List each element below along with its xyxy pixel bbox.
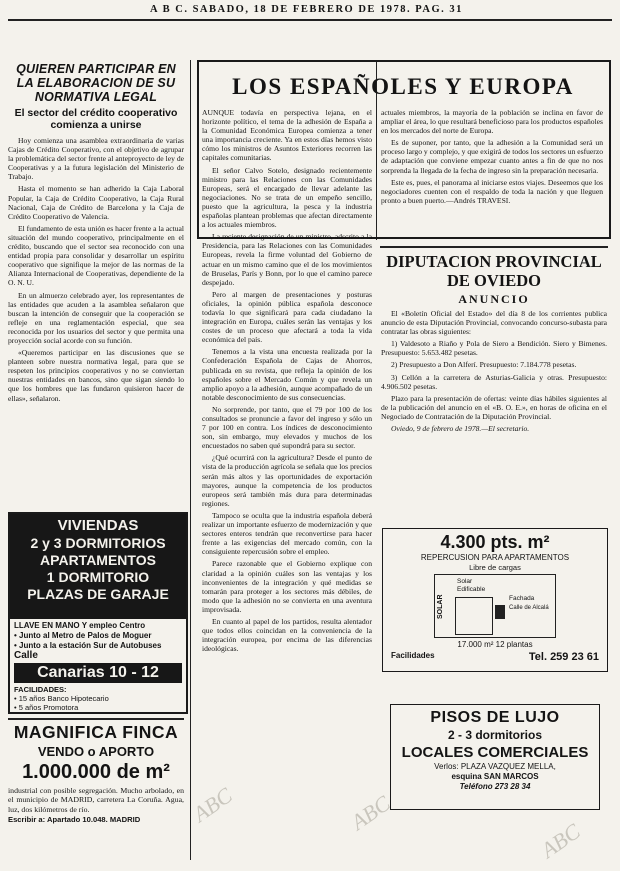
ad-pisos-line3: LOCALES COMERCIALES bbox=[401, 744, 589, 761]
column-divider-left bbox=[190, 60, 191, 860]
header-rule bbox=[8, 19, 612, 21]
center-article-paragraph: Este es, pues, el panorama al iniciarse estos viajes. Deseemos que los negociadores cuenten con el respaldo de toda la nación y que lleguen pronto a buen puerto.—Andrés TRAVESI. bbox=[381, 177, 603, 205]
ad-viviendas-info bbox=[14, 712, 182, 714]
ad-viviendas-line1: VIVIENDAS bbox=[57, 517, 139, 534]
center-article-paragraph: ¿Qué ocurrirá con la agricultura? Desde el punto de vista de la producción agrícola se señala que los precios serán más altos y las oportunidades de exportación mayores, aunque la competencia de los productos europeos será también más dura para determinadas regiones. bbox=[202, 453, 372, 508]
ad-viviendas bbox=[8, 512, 188, 714]
diputacion-top-rule bbox=[380, 246, 608, 248]
center-article-paragraph: Es de suponer, por tanto, que la adhesión a la Comunidad será un proceso largo y complejo, y que exigirá de todos los sectores un esfuerzo de adaptación que conviene empezar cuanto antes a fin de que no nos sorprenda la llegada de la fecha de ingreso sin la preparación necesaria. bbox=[381, 138, 603, 175]
center-article-paragraph: El señor Calvo Sotelo, designado recientemente ministro para las Relaciones con las Comunidades Europeas, será el encargado de llevar adelante las negociaciones. No se trata de un empeño sencillo, puesto que la agricultura, la pesca y la industria españolas plantean problemas que afectan directamente a los actuales miembros. bbox=[202, 165, 372, 230]
diputacion-notice bbox=[381, 252, 607, 522]
ad-repercusion-phone: Tel. 259 23 61 bbox=[528, 651, 599, 663]
center-article-paragraph: Tampoco se oculta que la industria española deberá realizar un importante esfuerzo de modernización y que sectores enteros tendrán que reconvertirse para hacer frente a las exigencias del mercado común, con la consiguiente repercusión sobre el empleo. bbox=[202, 510, 372, 557]
ad-finca-title: MAGNIFICA FINCA bbox=[13, 722, 179, 742]
ad-viviendas-line5: PLAZAS DE GARAJE bbox=[27, 586, 169, 602]
watermark-abc: ABC bbox=[536, 818, 585, 863]
diputacion-paragraph: 3) Cellón a la carretera de Asturias-Galicia y otras. Presupuesto: 4.906.502 pesetas. bbox=[381, 372, 607, 391]
finca-top-rule bbox=[8, 718, 184, 720]
ad-pisos-line5: esquina SAN MARCOS bbox=[451, 772, 539, 781]
ad-pisos-title: PISOS DE LUJO bbox=[430, 709, 560, 726]
ad-finca-line2: VENDO o APORTO bbox=[37, 744, 155, 759]
watermark-abc: ABC bbox=[346, 790, 395, 835]
ad-pisos-phone: Teléfono 273 28 34 bbox=[459, 782, 531, 791]
diputacion-subtitle: ANUNCIO bbox=[458, 292, 530, 306]
ad-finca-body: industrial con posible segregación. Mucho arbolado, en el municipio de MADRID, carretera La Coruña. Agua, luz, dos kilómetros de río. bbox=[8, 786, 184, 814]
ad-viviendas-fac: • 5 años Promotora bbox=[14, 703, 79, 712]
ad-viviendas-line2: 2 y 3 DORMITORIOS bbox=[30, 535, 166, 551]
left-article-paragraph: Hasta el momento se han adherido la Caja Laboral Popular, la Caja de Crédito Cooperativo, la Caja Rural Nacional, Caja de Crédito de Barcelona y la Caja de Crédito Cooperativo de Valencia. bbox=[8, 184, 184, 221]
plan-label-fachada: Fachada bbox=[509, 595, 535, 602]
center-article-col1 bbox=[202, 108, 372, 860]
plan-label-edificable: Edificable bbox=[457, 586, 486, 593]
left-article-body bbox=[8, 136, 184, 403]
left-article-paragraph: Hoy comienza una asamblea extraordinaria de varias Cajas de Crédito Cooperativo, con el objetivo de agrupar la problemática del sector frente al anteproyecto de ley de Cooperativas y a la futura legislación del Ministerio de Trabajo. bbox=[8, 136, 184, 182]
ad-viviendas-line4: 1 DORMITORIO bbox=[46, 569, 150, 585]
ad-viviendas-keys: LLAVE EN MANO Y empleo Centro bbox=[14, 621, 146, 630]
ad-viviendas-address: Canarias 10 - 12 bbox=[14, 663, 182, 683]
diputacion-paragraph: El «Boletín Oficial del Estado» del día 8 de los corrientes publica anuncio de esta Diputación Provincial, convocando concurso-subasta para contratar las obras siguientes: bbox=[381, 309, 607, 337]
ad-repercusion-line1: REPERCUSION PARA APARTAMENTOS bbox=[420, 553, 570, 562]
plan-label-solar-vertical: SOLAR bbox=[437, 594, 444, 619]
ad-repercusion-plan bbox=[434, 574, 556, 638]
center-article-paragraph: No sorprende, por tanto, que el 79 por 100 de los consultados se pronuncie a favor del ingreso y sólo un 7 por 100 en contra. Los índices de desconocimiento son, sin embargo, muy elevados y muchos de los encuestados no saben qué supondrá para su sector. bbox=[202, 404, 372, 451]
ad-repercusion bbox=[382, 528, 608, 672]
plan-label-solar: Solar bbox=[457, 578, 473, 585]
plan-label-calle: Calle de Alcalá bbox=[509, 605, 549, 611]
center-article-paragraph: En cuanto al papel de los partidos, resulta alentador que todos ellos coincidan en la conveniencia de la integración europea, por encima de las diferencias ideológicas. bbox=[202, 616, 372, 654]
ad-viviendas-bullet: • Junto a la estación Sur de Autobuses bbox=[14, 641, 162, 650]
ad-viviendas-banner bbox=[10, 514, 186, 619]
center-article-headline: LOS ESPAÑOLES Y EUROPA bbox=[232, 74, 574, 99]
diputacion-paragraph: Oviedo, 9 de febrero de 1978.—El secretario. bbox=[391, 424, 530, 434]
plan-hatched-lot bbox=[495, 605, 505, 619]
ad-repercusion-price: 4.300 pts. m² bbox=[440, 532, 550, 552]
ad-finca-price: 1.000.000 de m² bbox=[22, 761, 170, 783]
left-article-subhead: El sector del crédito cooperativo comienza a unirse bbox=[14, 107, 178, 131]
ad-repercusion-contact-label: Facilidades bbox=[391, 651, 435, 660]
center-article-paragraph: Pero al margen de presentaciones y posturas oficiales, la opinión pública española desconoce todavía lo que significará para cada ciudadano la integración en Europa, cuáles serán las ventajas y los costes de un proceso que afectará a toda la vida económica del país. bbox=[202, 289, 372, 345]
ad-viviendas-facilidades: FACILIDADES: bbox=[14, 685, 67, 694]
ad-repercusion-detail: 17.000 m² 12 plantas bbox=[457, 640, 533, 649]
left-article-headline: QUIEREN PARTICIPAR EN LA ELABORACION DE SU NORMATIVA LEGAL bbox=[16, 62, 176, 104]
ad-pisos bbox=[390, 704, 600, 810]
center-article-col2 bbox=[381, 108, 603, 232]
ad-finca bbox=[8, 722, 184, 862]
center-article-paragraph: AUNQUE todavía en perspectiva lejana, en el horizonte político, el tema de la adhesión de España a la Comunidad Económica Europea comienza a tener una importancia creciente. Ya en estos días hemos visto cómo los ministros de Asuntos Exteriores recorren las capitales comunitarias. bbox=[202, 108, 372, 163]
center-article-paragraph: Tenemos a la vista una encuesta realizada por la Confederación Española de Cajas de Ahorros, publicada en su revista, que refleja la opinión de los españoles sobre el Mercado Común y que revela un amplio apoyo a la adhesión, aunque acompañado de un notable desconocimiento de sus consecuencias. bbox=[202, 347, 372, 402]
ad-pisos-line2: 2 - 3 dormitorios bbox=[447, 728, 542, 742]
diputacion-paragraph: 1) Valdesoto a Riaño y Pola de Siero a Bendición. Siero y Bimenes. Presupuesto: 5.653.482 pesetas. bbox=[381, 339, 607, 358]
center-article-paragraph: Parece razonable que el Gobierno explique con claridad a la opinión cuáles son las ventajas y los inconvenientes de la integración y qué medidas se tomarán para proteger a los sectores más débiles, de modo que la adhesión no se convierta en una aventura improvisada. bbox=[202, 559, 372, 614]
page-header: A B C. SABADO, 18 DE FEBRERO DE 1978. PAG. 31 bbox=[150, 4, 463, 15]
ad-viviendas-line3: APARTAMENTOS bbox=[40, 552, 156, 568]
center-article-paragraph: La reciente designación de un ministro, adscrito a la Presidencia, para las Relaciones con las Comunidades Europeas, revela la firme voluntad del Gobierno de actuar en un mismo camino que el de los movimientos de Bruselas, París y Bonn, por lo que el camino parece despejado. bbox=[202, 232, 372, 287]
ad-viviendas-fac: • 15 años Banco Hipotecario bbox=[14, 694, 109, 703]
left-article bbox=[8, 62, 184, 482]
center-article-paragraph: actuales miembros, la mayoría de la población se inclina en favor de ampliar el área, lo que resultará beneficioso para los productos españoles en los mercados del norte de Europa. bbox=[381, 108, 603, 136]
diputacion-paragraph: Plazo para la presentación de ofertas: veinte días hábiles siguientes al de la publicación del anuncio en el «B. O. E.», en horas de oficina en el Negociado de Contratación de la Diputación Provincial. bbox=[381, 393, 607, 421]
left-article-paragraph: El fundamento de esta unión es hacer frente a la actual situación del mundo cooperativo, principalmente en el crédito, buscando que el sector sea reconocido con una entidad propia para consolidar y desarrollar un espíritu cooperativo que signifique la mejor de las normas de la Alianza Internacional de Cooperativas, dependiente de la O. N. U. bbox=[8, 223, 184, 288]
ad-pisos-line4: Verlos: PLAZA VAZQUEZ MELLA, bbox=[434, 762, 556, 771]
watermark-abc: ABC bbox=[188, 782, 237, 827]
left-article-paragraph: «Queremos participar en las discusiones que se planteen sobre nuestra normativa legal, para que se respeten los principios cooperativos y no se conviertan nuestras entidades en bancos, sino que sigan siendo lo que los hombres que las fundaron quisieron hacer de ellas», señalaron. bbox=[8, 348, 184, 403]
ad-viviendas-calle: Calle bbox=[14, 650, 38, 661]
left-article-paragraph: En un almuerzo celebrado ayer, los representantes de las entidades que acuden a la asamblea señalaron que buscan la intención de conseguir que la cooperación se refleje en una reglamentación especial, que sea reconocida por los usuarios del sector y que permita una proyección social acorde con su función. bbox=[8, 290, 184, 345]
ad-repercusion-line2: Libre de cargas bbox=[469, 563, 521, 572]
plan-inner-block bbox=[455, 597, 493, 635]
ad-viviendas-bullet: • Junto al Metro de Palos de Moguer bbox=[14, 631, 152, 640]
diputacion-paragraph: 2) Presupuesto a Don Alferí. Presupuesto: 7.184.778 pesetas. bbox=[391, 360, 577, 370]
diputacion-title: DIPUTACION PROVINCIAL DE OVIEDO bbox=[386, 252, 602, 290]
ad-finca-footer: Escribir a: Apartado 10.048. MADRID bbox=[8, 814, 141, 824]
